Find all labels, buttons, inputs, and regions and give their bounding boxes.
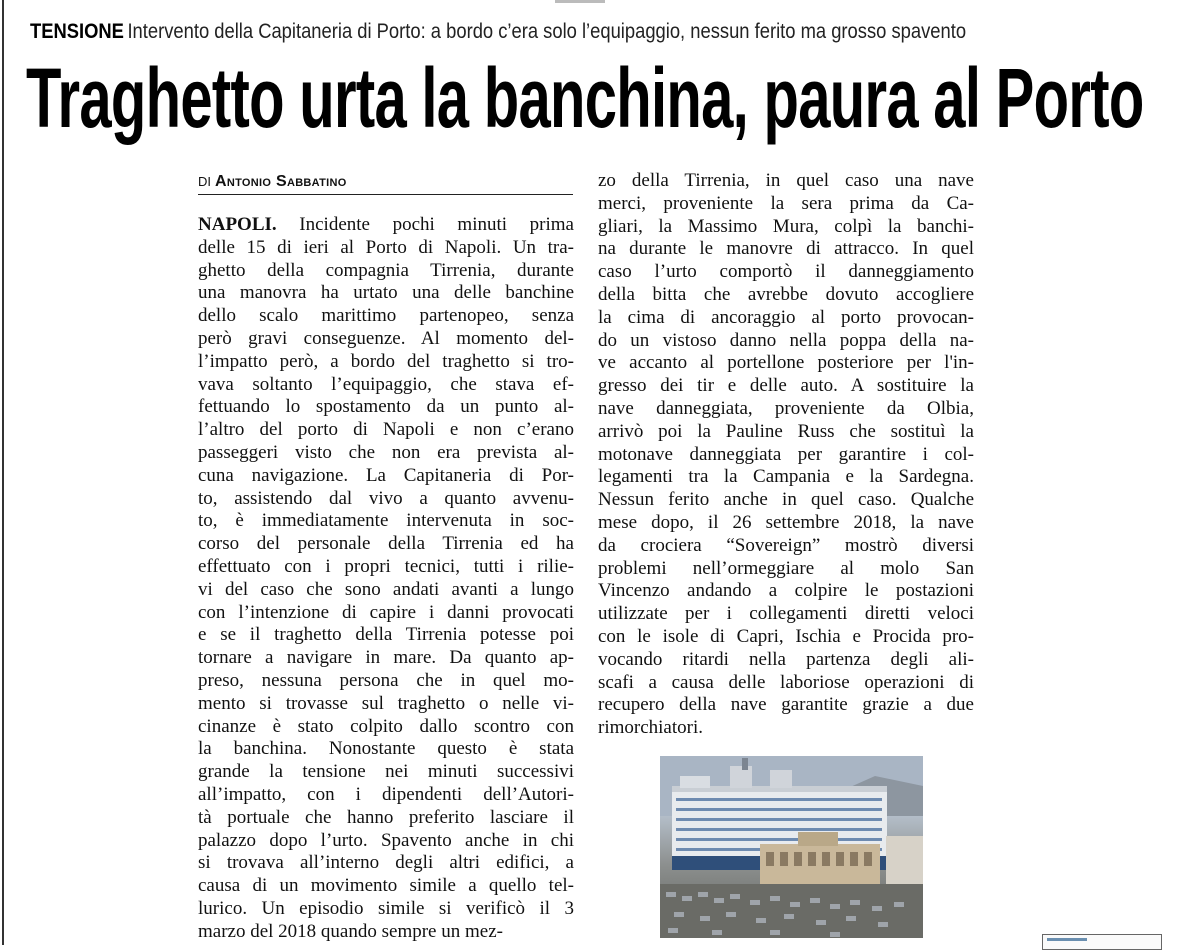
article-line-text: mento si trovasse sul traghetto o nelle vi- [198, 692, 574, 714]
article-line [198, 784, 574, 807]
article-line-text: cinanze è stato colpito dallo scontro con [198, 715, 574, 737]
article-line-text: corso del personale della Tirrenia ed ha [198, 533, 574, 555]
article-line-text: to, assistendo dal vivo a quanto avvenu- [198, 487, 574, 509]
article-line [598, 261, 974, 284]
article-line [198, 488, 574, 511]
article-line-text: palazzo dopo l’urto. Spavento anche in chi [198, 829, 574, 851]
article-line [598, 558, 974, 581]
article-line [598, 694, 974, 717]
article-line-text: con l’intenzione di capire i danni provocati [198, 601, 574, 623]
article-line [198, 556, 574, 579]
article-line [598, 330, 974, 353]
article-line [598, 466, 974, 489]
article-line [198, 807, 574, 830]
article-line-text: all’impatto, con i dipendenti dell’Autori- [198, 783, 574, 805]
article-line [598, 284, 974, 307]
article-line-text: fettuando lo spostamento da un punto al- [198, 396, 574, 418]
article-line [198, 738, 574, 761]
article-line [598, 375, 974, 398]
article-line-text: lurico. Un episodio simile si verificò il 3 [198, 897, 574, 919]
article-line-text: e se il traghetto della Tirrenia potesse poi [198, 624, 574, 646]
article-line [598, 672, 974, 695]
article-line-text: della bitta che avrebbe dovuto accogliere [598, 283, 974, 305]
article-line [198, 237, 574, 260]
article-line [598, 398, 974, 421]
article-line-text: motonave danneggiata per garantire i col- [598, 443, 974, 465]
article-line [598, 626, 974, 649]
article-line [198, 442, 574, 465]
article-line [198, 921, 574, 944]
article-line-text: mese dopo, il 26 settembre 2018, la nave [598, 511, 974, 533]
article-line-text: tornare a navigare in mare. Da quanto ap- [198, 647, 574, 669]
article-line-text: na durante le manovre di attracco. In quel [598, 238, 974, 260]
kicker [30, 18, 1028, 46]
article-line [598, 352, 974, 375]
article-line [598, 535, 974, 558]
article-column-right [598, 170, 974, 740]
cruise-ship-illustration [660, 756, 923, 938]
article-line-text: con le isole di Capri, Ischia e Procida pro- [598, 625, 974, 647]
article-line-text: merci, proveniente la sera prima da Ca- [598, 192, 974, 214]
article-line-text: tà portuale che hanno preferito lasciare il [198, 806, 574, 828]
article-line [598, 489, 974, 512]
dateline: NAPOLI. [198, 214, 277, 235]
article-line [198, 260, 574, 283]
article-line-text: vi del caso che sono andati avanti a lungo [198, 578, 574, 600]
article-line [598, 580, 974, 603]
article-line [198, 282, 574, 305]
byline-author: Antonio Sabbatino [215, 173, 347, 190]
article-line-text: causa di un movimento simile a quello tel- [198, 875, 574, 897]
article-line-text: zo della Tirrenia, in quel caso una nave [598, 170, 974, 191]
article-line [198, 579, 574, 602]
article-line-text: la banchina. Nonostante questo è stata [198, 738, 574, 760]
article-line-text: la cima di ancoraggio al porto provocan- [598, 306, 974, 328]
kicker-text: Intervento della Capitaneria di Porto: a bordo c’era solo l’equipaggio, nessun ferito ma grosso spavento [127, 20, 967, 43]
article-line-text: gresso dei tir e delle auto. A sostituire la [598, 375, 974, 397]
article-line [598, 216, 974, 239]
corner-badge [1042, 934, 1162, 950]
article-line-text: l’altro del porto di Napoli e non c’erano [198, 419, 574, 441]
article-line-text: recupero della nave garantite grazie a due [598, 694, 974, 716]
article-line-text: vocando ritardi nella partenza degli ali- [598, 648, 974, 670]
article-line [198, 875, 574, 898]
article-line [598, 170, 974, 193]
article-line-text: Vincenzo andando a colpire le postazioni [598, 580, 974, 602]
article-photo [660, 756, 923, 938]
article-line-text: ghetto della compagnia Tirrenia, durante [198, 259, 574, 281]
headline: Traghetto urta la banchina, paura al Porto [26, 51, 1144, 145]
article-line-text: passeggeri visto che non era prevista al- [198, 441, 574, 463]
article-line [198, 898, 574, 921]
article-line [198, 351, 574, 374]
article-line [198, 510, 574, 533]
article-column-left [198, 214, 574, 944]
article-line [198, 647, 574, 670]
article-line [198, 602, 574, 625]
article-line-text: scafi a causa delle laboriose operazioni di [598, 671, 974, 693]
article-line [198, 465, 574, 488]
article-line-text: Incidente pochi minuti prima [276, 214, 574, 235]
article-line-text: grande la tensione nei minuti successivi [198, 761, 574, 783]
article-line-text: Nessun ferito anche in quel caso. Qualche [598, 489, 974, 511]
kicker-label: TENSIONE [30, 20, 124, 43]
article-line [598, 649, 974, 672]
article-line-text: una manovra ha urtato una delle banchine [198, 282, 574, 304]
article-line [198, 396, 574, 419]
article-line [198, 830, 574, 853]
article-line [198, 624, 574, 647]
article-line-text: marzo del 2018 quando sempre un mez- [198, 920, 503, 942]
byline [198, 170, 573, 195]
article-line [598, 444, 974, 467]
article-line [598, 421, 974, 444]
article-line-text: problemi nell’ormeggiare al molo San [598, 557, 974, 579]
article-line-text: dello scalo marittimo partenopeo, senza [198, 305, 574, 327]
article-line-text: da crociera “Sovereign” mostrò diversi [598, 534, 974, 556]
article-line-text: rimorchiatori. [598, 717, 703, 739]
article-line-text: però gravi conseguenze. Al momento del- [198, 327, 574, 349]
article-line [198, 716, 574, 739]
article-line-text: vava soltanto l’equipaggio, che stava ef- [198, 373, 574, 395]
article-line-text: effettuato con i propri tecnici, tutti i rilie- [198, 555, 574, 577]
article-line [198, 533, 574, 556]
article-line [598, 603, 974, 626]
article-line-text: gliari, la Massimo Mura, colpì la banchi- [598, 215, 974, 237]
article-line [598, 307, 974, 330]
article-line [598, 193, 974, 216]
article-line-text: utilizzate per i collegamenti diretti veloci [598, 603, 974, 625]
article-line [598, 238, 974, 261]
byline-prefix: DI [198, 174, 211, 189]
article-line [198, 214, 574, 237]
article-line-text: l’impatto però, a bordo del traghetto si tro- [198, 350, 574, 372]
article-line [198, 328, 574, 351]
article-line-text: si trovava all’interno degli altri edifici, a [198, 852, 574, 874]
article-line-text: preso, nessuna persona che in quel mo- [198, 669, 574, 691]
page-left-rule [2, 0, 4, 945]
article-line [198, 670, 574, 693]
article-line [598, 717, 974, 740]
article-line-text: ve accanto al portellone posteriore per l'in- [598, 352, 974, 374]
article-line-text: cuna navigazione. La Capitaneria di Por- [198, 464, 574, 486]
article-line [198, 852, 574, 875]
article-line-text: caso l’urto comportò il danneggiamento [598, 261, 974, 283]
article-line-text: nave danneggiata, proveniente da Olbia, [598, 397, 974, 419]
article-line [198, 374, 574, 397]
article-line [198, 305, 574, 328]
article-line-text: arrivò poi la Pauline Russ che sostituì la [598, 420, 974, 442]
article-line-text: delle 15 di ieri al Porto di Napoli. Un tra- [198, 236, 574, 258]
article-line [198, 693, 574, 716]
article-line [198, 761, 574, 784]
article-line-text: to, è immediatamente intervenuta in soc- [198, 510, 574, 532]
article-line [198, 419, 574, 442]
article-line [598, 512, 974, 535]
page-top-mark [555, 0, 605, 3]
article-line-text: legamenti tra la Campania e la Sardegna. [598, 466, 974, 488]
article-line-text: do un vistoso danno nella poppa della na- [598, 329, 974, 351]
